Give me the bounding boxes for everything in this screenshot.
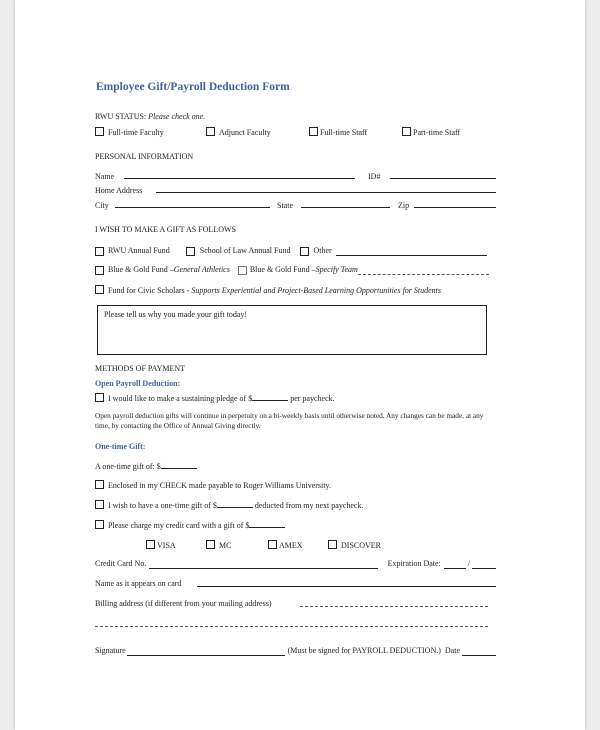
date-field[interactable]	[462, 648, 496, 656]
checkbox[interactable]	[95, 266, 104, 275]
fund-law-annual[interactable]	[186, 246, 291, 256]
option-suffix: deducted from my next paycheck.	[252, 501, 364, 510]
card-number-row	[95, 559, 496, 569]
rwu-status-hint: Please check one.	[148, 112, 206, 121]
date-label: Date	[444, 646, 460, 655]
card-visa[interactable]	[146, 540, 176, 551]
zip-label: Zip	[398, 201, 410, 210]
card-label: MC	[219, 541, 232, 550]
why-gift-prompt: Please tell us why you made your gift today!	[104, 310, 248, 319]
fund-blue-gold-general[interactable]	[95, 265, 230, 275]
option-label: Please charge my credit card with a gift of $	[108, 521, 250, 530]
option-note: Specify Team	[315, 265, 358, 274]
status-adjunct-faculty[interactable]	[206, 127, 271, 138]
card-mc[interactable]	[206, 540, 231, 551]
option-note: General Athletics	[173, 265, 230, 274]
name-field[interactable]	[124, 178, 355, 179]
one-time-deduction-option[interactable]	[95, 500, 363, 511]
pledge-option[interactable]	[95, 393, 335, 404]
name-on-card-field[interactable]	[197, 586, 496, 587]
option-label: Part-time Staff	[413, 128, 461, 137]
card-label: DISCOVER	[341, 541, 382, 550]
zip-field[interactable]	[414, 207, 496, 208]
checkbox[interactable]	[146, 540, 155, 549]
card-label: AMEX	[279, 541, 303, 550]
fund-row-1	[95, 246, 487, 256]
status-part-time-staff[interactable]	[402, 127, 460, 138]
one-time-heading: One-time Gift:	[95, 442, 146, 451]
option-label: RWU Annual Fund	[108, 246, 170, 255]
fund-row-2	[95, 265, 489, 275]
option-label: Other	[313, 246, 332, 255]
pledge-suffix: per paycheck.	[288, 394, 335, 403]
option-label: Enclosed in my CHECK made payable to Roger Williams University.	[108, 481, 331, 490]
option-label: Blue & Gold Fund –	[249, 265, 316, 274]
name-on-card-label: Name as it appears on card	[95, 579, 182, 588]
checkbox[interactable]	[95, 127, 104, 136]
id-field[interactable]	[390, 178, 496, 179]
city-label: City	[95, 201, 109, 210]
option-label: Adjunct Faculty	[219, 128, 271, 137]
checkbox[interactable]	[95, 480, 104, 489]
fund-other[interactable]	[300, 246, 331, 256]
option-label: Full-time Faculty	[108, 128, 164, 137]
home-address-label: Home Address	[95, 186, 143, 195]
checkbox[interactable]	[300, 247, 309, 256]
form-title: Employee Gift/Payroll Deduction Form	[96, 81, 290, 93]
option-label: Fund for Civic Scholars -	[108, 286, 192, 295]
fund-civic-scholars[interactable]	[95, 285, 441, 296]
checkbox[interactable]	[95, 285, 104, 294]
option-note: Supports Experiential and Project-Based Learning Opportunities for Students	[191, 286, 442, 295]
gift-heading: I WISH TO MAKE A GIFT AS FOLLOWS	[95, 225, 236, 234]
checkbox[interactable]	[309, 127, 318, 136]
signature-note: (Must be signed for PAYROLL DEDUCTION.)	[287, 646, 441, 655]
one-time-label: A one-time gift of: $	[95, 462, 161, 471]
rwu-status-text: RWU STATUS:	[95, 112, 147, 121]
option-label: School of Law Annual Fund	[199, 246, 291, 255]
card-amex[interactable]	[268, 540, 303, 551]
open-payroll-heading: Open Payroll Deduction:	[95, 379, 181, 388]
state-label: State	[277, 201, 293, 210]
pledge-label: I would like to make a sustaining pledge of $	[108, 394, 253, 403]
checkbox[interactable]	[95, 247, 104, 256]
expiration-month-field[interactable]	[444, 561, 466, 569]
fund-blue-gold-team[interactable]	[238, 265, 358, 275]
payment-heading: METHODS OF PAYMENT	[95, 364, 186, 373]
checkbox[interactable]	[186, 247, 195, 256]
card-amount-field[interactable]	[249, 520, 285, 528]
state-field[interactable]	[301, 207, 390, 208]
status-full-time-faculty[interactable]	[95, 127, 164, 138]
billing-field-line2[interactable]	[95, 626, 488, 627]
expiration-year-field[interactable]	[472, 561, 496, 569]
checkbox[interactable]	[238, 266, 247, 275]
home-address-field[interactable]	[156, 192, 496, 193]
billing-label: Billing address (if different from your mailing address)	[95, 599, 272, 608]
rwu-status-label	[95, 112, 205, 122]
checkbox[interactable]	[95, 520, 104, 529]
card-number-label: Credit Card No.	[95, 559, 147, 568]
option-label: Full-time Staff	[320, 128, 368, 137]
credit-card-option[interactable]	[95, 520, 285, 531]
option-label: Blue & Gold Fund –	[108, 265, 174, 274]
city-field[interactable]	[115, 207, 270, 208]
one-time-amount-field[interactable]	[161, 461, 197, 469]
checkbox[interactable]	[206, 127, 215, 136]
checkbox[interactable]	[268, 540, 277, 549]
card-number-field[interactable]	[149, 561, 377, 569]
check-option[interactable]	[95, 480, 331, 491]
card-label: VISA	[157, 541, 176, 550]
signature-field[interactable]	[127, 648, 285, 656]
checkbox[interactable]	[328, 540, 337, 549]
id-label: ID#	[368, 172, 381, 181]
billing-field[interactable]	[300, 606, 488, 607]
name-label: Name	[95, 172, 115, 181]
option-label: I wish to have a one-time gift of $	[108, 501, 217, 510]
signature-row	[95, 646, 496, 656]
checkbox[interactable]	[206, 540, 215, 549]
fund-rwu-annual[interactable]	[95, 246, 170, 256]
expiration-slash: /	[467, 559, 470, 568]
status-full-time-staff[interactable]	[309, 127, 367, 138]
pledge-amount-field[interactable]	[252, 393, 288, 401]
expiration-label: Expiration Date:	[387, 559, 441, 568]
other-field[interactable]	[336, 248, 487, 256]
card-discover[interactable]	[328, 540, 381, 551]
personal-info-heading: PERSONAL INFORMATION	[95, 152, 194, 161]
checkbox[interactable]	[402, 127, 411, 136]
why-gift-textbox[interactable]	[97, 305, 487, 355]
deduction-amount-field[interactable]	[217, 500, 253, 508]
checkbox[interactable]	[95, 393, 104, 402]
one-time-amount	[95, 461, 197, 472]
checkbox[interactable]	[95, 500, 104, 509]
team-field[interactable]	[358, 267, 489, 275]
signature-label: Signature	[95, 646, 126, 655]
payroll-note: Open payroll deduction gifts will continue in perpetuity on a bi-weekly basis until otherwise noted. Any changes can be made, at any time, by contacting the Office of Annual Giving directly.	[95, 411, 484, 430]
